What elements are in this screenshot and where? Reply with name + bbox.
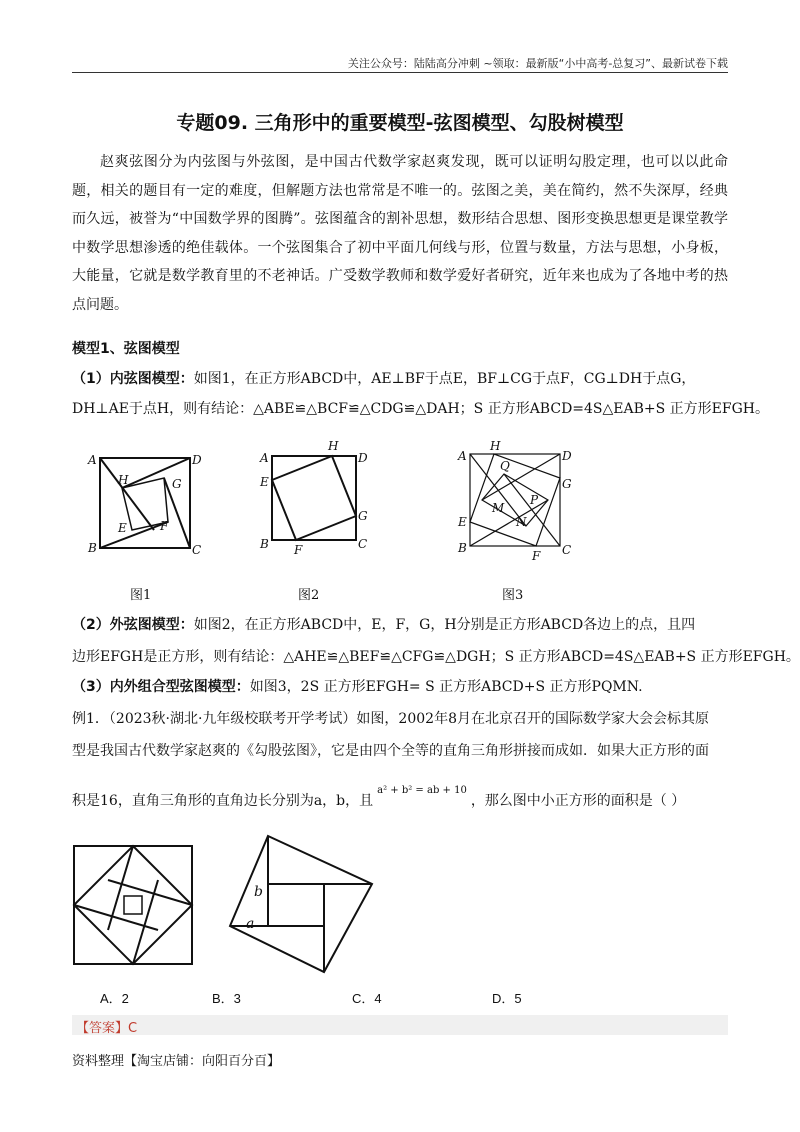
fig1-label-C: C bbox=[192, 543, 202, 557]
intro-paragraph: 赵爽弦图分为内弦图与外弦图，是中国古代数学家赵爽发现，既可以证明勾股定理，也可以以此命题，相关的题目有一定的难度，但解题方法也常常是不唯一的。弦图之美，美在简约，然不失深厚，经典而久远，被誉为“中国数学界的图腾”。弦图蕴含的割补思想，数形结合思想、图形变换思想更是课堂教学中数学思想渗透的绝佳载体。一个弦图集合了初中平面几何线与形，位置与数量，方法与思想，小身板，大能量，它就是数学教育里的不老神话。广受数学教师和数学爱好者研究，近年来也成为了各地中考的热点问题。 bbox=[72, 154, 728, 313]
fig1-label-G: G bbox=[172, 477, 182, 491]
choice-a: A．2 bbox=[100, 991, 129, 1006]
figure-1-inner-chord-diagram bbox=[82, 440, 212, 560]
figure-3-caption: 图3 bbox=[502, 588, 524, 603]
fig3-label-M: M bbox=[492, 501, 505, 515]
fig3-label-D: D bbox=[562, 449, 572, 463]
fig3-label-H: H bbox=[490, 440, 501, 453]
outer-model-line2: 边形EFGH是正方形，则有结论：△AHE≌△BEF≌△CFG≌△DGH；S 正方形ABCD=4S△EAB+S 正方形EFGH。 bbox=[72, 649, 800, 665]
fig3-label-F: F bbox=[532, 549, 541, 563]
outer-model-label: （2）外弦图模型： bbox=[72, 617, 194, 633]
answer-text: 【答案】C bbox=[76, 1021, 138, 1036]
fig2-label-A: A bbox=[260, 451, 269, 465]
choice-c: C．4 bbox=[352, 991, 382, 1006]
figure-1-caption: 图1 bbox=[130, 588, 152, 603]
fig2-label-H: H bbox=[328, 439, 339, 453]
example-chord-diagram-left bbox=[72, 844, 196, 968]
model1-heading: 模型1、弦图模型 bbox=[72, 341, 180, 357]
fig3-label-E: E bbox=[458, 515, 467, 529]
fig3-label-Q: Q bbox=[500, 459, 510, 473]
example1-line3-post: ，那么图中小正方形的面积是（ ） bbox=[470, 793, 686, 809]
fig3-label-P: P bbox=[530, 493, 539, 507]
fig2-label-E: E bbox=[260, 475, 269, 489]
outer-model-line1 bbox=[72, 614, 695, 634]
answer-bar bbox=[72, 1015, 728, 1035]
fig2-label-C: C bbox=[358, 537, 368, 551]
page-footer: 资料整理【淘宝店铺：向阳百分百】 bbox=[72, 1054, 281, 1069]
fig3-label-N: N bbox=[516, 515, 527, 529]
fig1-label-A: A bbox=[88, 453, 97, 467]
fig1-label-B: B bbox=[88, 541, 97, 555]
page-header: 关注公众号：陆陆高分冲刺 ~领取：最新版“小中高考-总复习”、最新试卷下载 bbox=[347, 57, 728, 70]
fig3-label-G: G bbox=[562, 477, 572, 491]
example-label-a: a bbox=[246, 916, 255, 932]
choice-d: D．5 bbox=[492, 991, 522, 1006]
fig3-label-A: A bbox=[458, 449, 467, 463]
figure-2-caption: 图2 bbox=[298, 588, 320, 603]
example-label-b: b bbox=[254, 884, 263, 900]
fig1-label-E: E bbox=[118, 521, 127, 535]
inner-model-line1 bbox=[72, 368, 695, 388]
fig3-label-B: B bbox=[458, 541, 467, 555]
fig2-label-F: F bbox=[294, 543, 303, 557]
example1-line3-pre: 积是16，直角三角形的直角边长分别为a，b，且 bbox=[72, 793, 374, 809]
example1-formula: a² + b² = ab + 10 bbox=[377, 785, 467, 796]
fig2-label-B: B bbox=[260, 537, 269, 551]
choice-b: B．3 bbox=[212, 991, 241, 1006]
example1-line3 bbox=[72, 785, 686, 810]
figure-2-outer-chord-diagram bbox=[252, 436, 382, 560]
outer-model-text1: 如图2，在正方形ABCD中，E，F，G，H分别是正方形ABCD各边上的点，且四 bbox=[193, 617, 696, 633]
fig1-label-D: D bbox=[192, 453, 202, 467]
fig1-label-H: H bbox=[118, 473, 129, 487]
example1-line2: 型是我国古代数学家赵爽的《勾股弦图》，它是由四个全等的直角三角形拼接而成如．如果大正方形的面 bbox=[72, 743, 709, 759]
page-title: 专题09. 三角形中的重要模型-弦图模型、勾股树模型 bbox=[176, 112, 624, 134]
fig2-label-D: D bbox=[358, 451, 368, 465]
fig1-label-F: F bbox=[160, 519, 169, 533]
inner-model-label: （1）内弦图模型： bbox=[72, 371, 194, 387]
figure-3-combined-chord-diagram bbox=[452, 440, 582, 564]
combo-model-text: 如图3，2S 正方形EFGH= S 正方形ABCD+S 正方形PQMN. bbox=[249, 679, 643, 695]
example-chord-diagram-right bbox=[226, 834, 376, 976]
example1-line1: 例1．（2023秋·湖北·九年级校联考开学考试）如图，2002年8月在北京召开的国际数学家大会会标其原 bbox=[72, 711, 709, 727]
inner-model-line2: DH⊥AE于点H，则有结论：△ABE≌△BCF≌△CDG≌△DAH；S 正方形ABCD=4S△EAB+S 正方形EFGH。 bbox=[72, 401, 769, 417]
fig2-label-G: G bbox=[358, 509, 368, 523]
combo-model-line bbox=[72, 676, 643, 696]
header-divider bbox=[72, 72, 728, 73]
fig3-label-C: C bbox=[562, 543, 572, 557]
combo-model-label: （3）内外组合型弦图模型： bbox=[72, 679, 250, 695]
inner-model-text1: 如图1，在正方形ABCD中，AE⊥BF于点E，BF⊥CG于点F，CG⊥DH于点G， bbox=[193, 371, 696, 387]
